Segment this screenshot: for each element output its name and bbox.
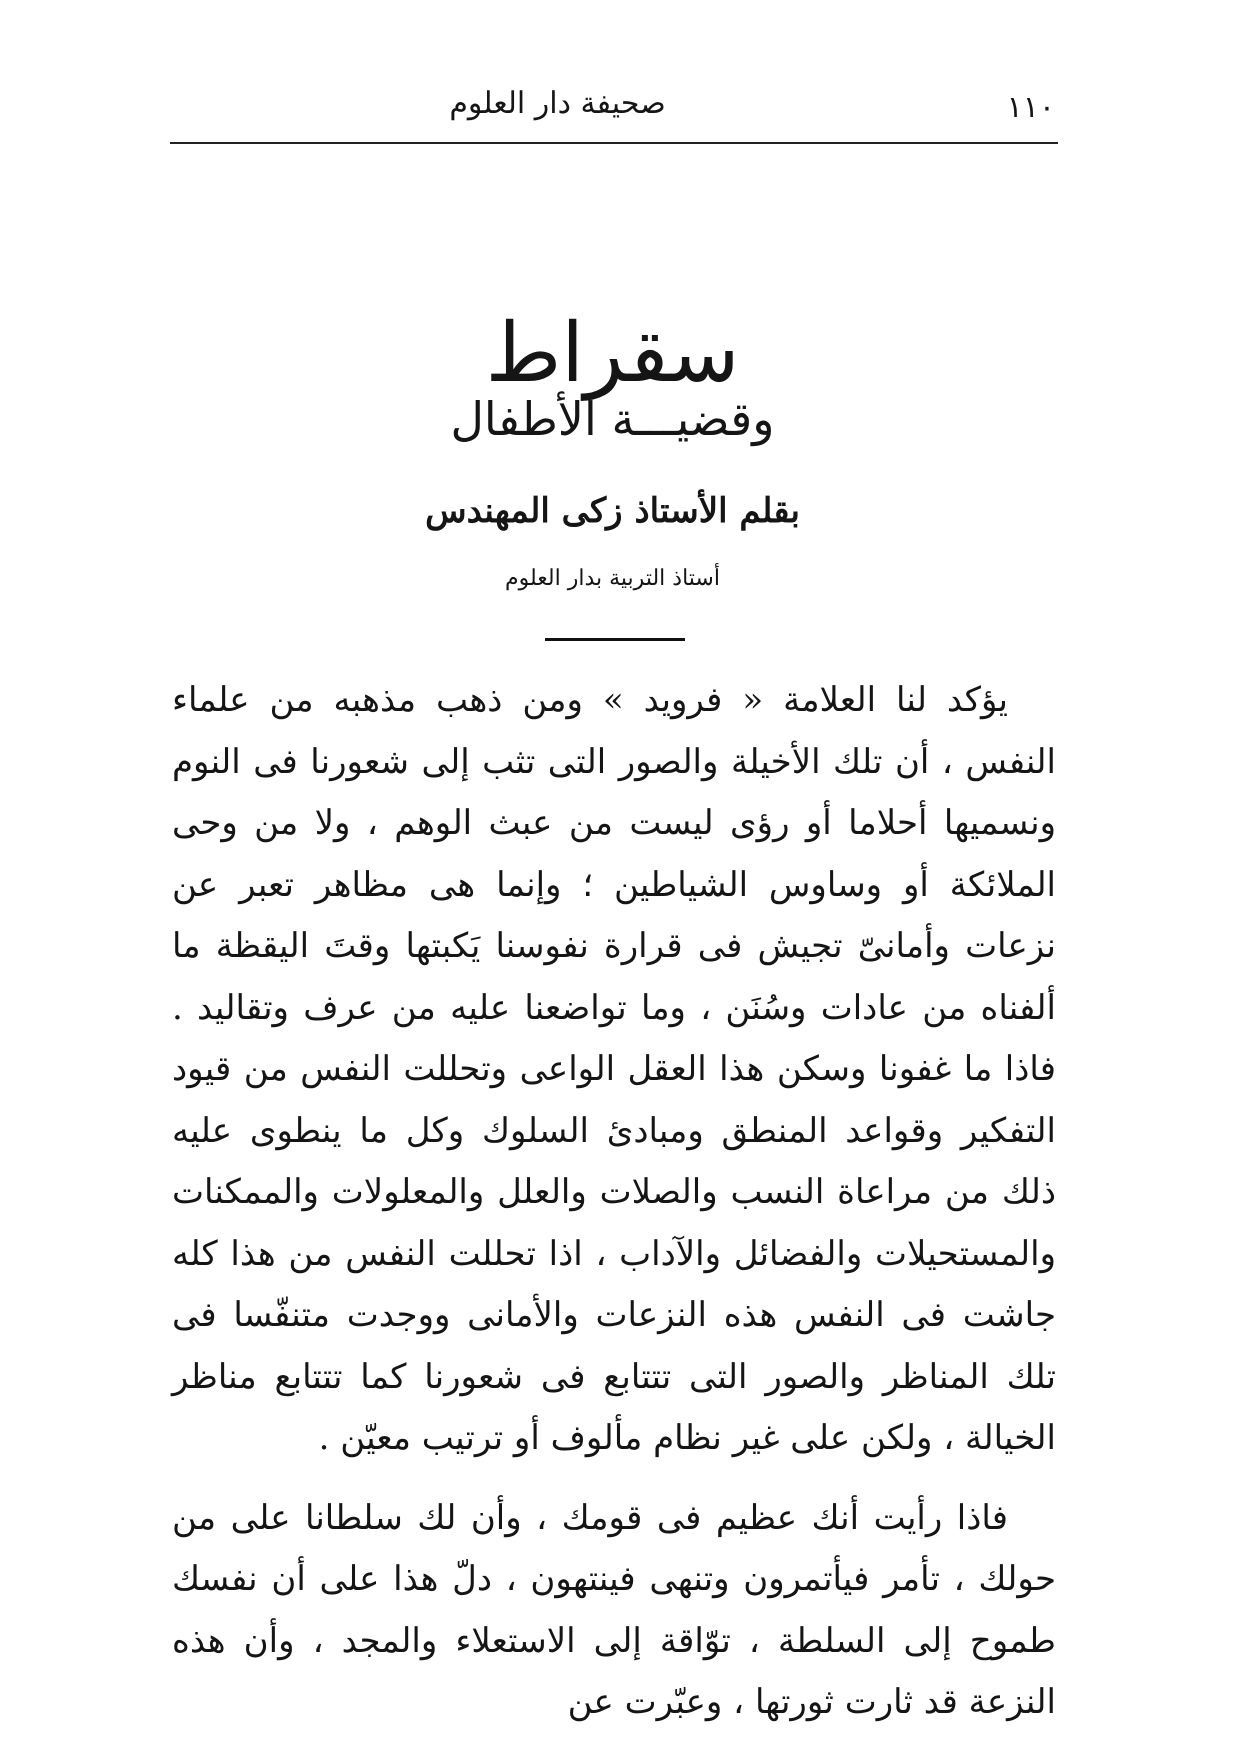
article-subtitle: وقضيـــة الأطفال [450,392,775,446]
body-paragraph-1: يؤكد لنا العلامة « فرويد » ومن ذهب مذهبه من علماء النفس ، أن تلك الأخيلة والصور التى تثب إلى شعورنا فى النوم ونسميها أحلاما أو رؤى ليست من عبث الوهم ، ولا من وحى الملائكة أو وساوس الشياطين ؛ وإنما هى مظاهر تعبر عن نزعات وأمانىّ تجيش فى قرارة نفوسنا يَكبتها وقتَ اليقظة ما ألفناه من عادات وسُنَن ، وما تواضعنا عليه من عرف وتقاليد . فاذا ما غفونا وسكن هذا العقل الواعى وتحللت النفس من قيود التفكير وقواعد المنطق ومبادئ السلوك وكل ما ينطوى عليه ذلك من مراعاة النسب والصلات والعلل والمعلولات والممكنات والمستحيلات والفضائل والآداب ، اذا تحللت النفس من هذا كله جاشت فى النفس هذه النزعات والأمانى ووجدت متنفّسا فى تلك المناظر والصور التى تتتابع فى شعورنا كما تتتابع مناظر الخيالة ، ولكن على غير نظام مألوف أو ترتيب معيّن . [172,680,1056,1458]
journal-title: صحيفة دار العلوم [449,86,666,121]
header-divider [170,142,1058,144]
article-title: سقراط [485,305,740,401]
title-divider [545,638,685,641]
running-header [170,86,1055,136]
author-affiliation: أستاذ التربية بدار العلوم [505,566,720,591]
article-body [172,670,1056,1734]
body-paragraph-2: فاذا رأيت أنك عظيم فى قومك ، وأن لك سلطانا على من حولك ، تأمر فيأتمرون وتنهى فينتهون ، دلّ هذا على أن نفسك طموح إلى السلطة ، توّاقة إلى الاستعلاء والمجد ، وأن هذه النزعة قد ثارت ثورتها ، وعبّرت عن [172,1497,1056,1722]
page-number: ١١٠ [1006,90,1055,125]
article-author: بقلم الأستاذ زكى المهندس [425,491,800,531]
